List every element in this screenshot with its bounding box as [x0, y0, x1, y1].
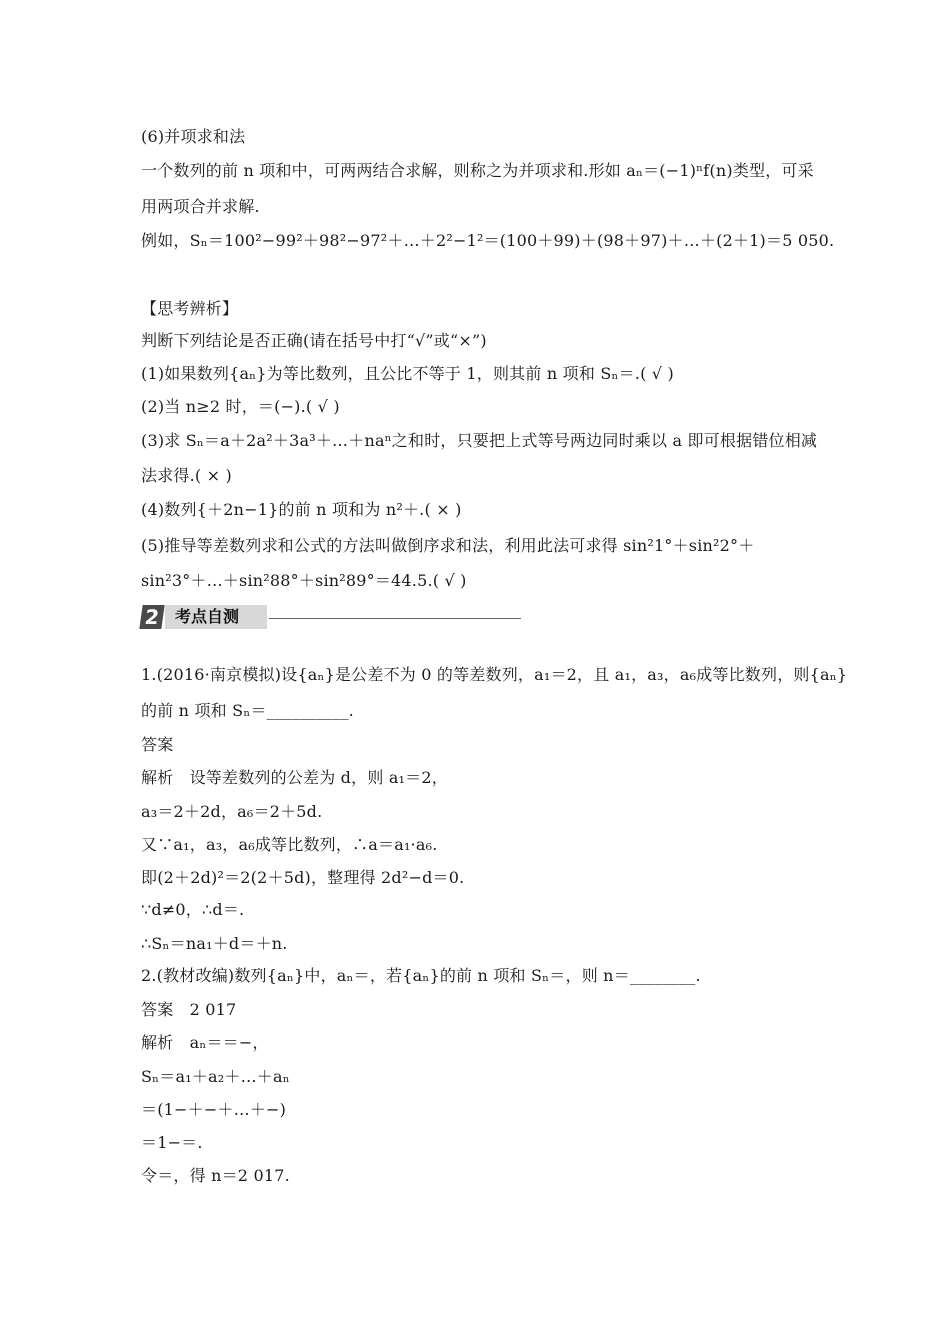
think-item-3-line2: 法求得.( × ) [141, 466, 232, 485]
q2-step-4: 令＝，得 n＝2 017. [141, 1166, 290, 1185]
q1-stem-line1: 1.(2016·南京模拟)设{aₙ}是公差不为 0 的等差数列，a₁＝2，且 a₁，a₃，a₆成等比数列，则{aₙ} [141, 665, 848, 684]
section-title: 考点自测 [175, 607, 240, 626]
q1-step-5: ∴Sₙ＝na₁＋d＝＋n. [141, 934, 288, 953]
think-intro: 判断下列结论是否正确(请在括号中打“√”或“×”) [141, 331, 487, 350]
q1-step-1: a₃＝2＋2d，a₆＝2＋5d. [141, 802, 323, 821]
q2-stem: 2.(教材改编)数列{aₙ}中，aₙ＝，若{aₙ}的前 n 项和 Sₙ＝，则 n＝________. [141, 966, 701, 985]
q1-step-3: 即(2＋2d)²＝2(2＋5d)，整理得 2d²−d＝0. [141, 868, 465, 887]
section6-paragraph-line1: 一个数列的前 n 项和中，可两两结合求解，则称之为并项求和.形如 aₙ＝(−1)ⁿf(n)类型，可采 [141, 161, 814, 180]
q2-step-1: Sₙ＝a₁＋a₂＋…＋aₙ [141, 1067, 290, 1086]
think-item-4: (4)数列{＋2n−1}的前 n 项和为 n²＋.( × ) [141, 500, 462, 519]
think-item-2: (2)当 n≥2 时，＝(−).( √ ) [141, 397, 340, 416]
q2-step-2: ＝(1−＋−＋…＋−) [141, 1100, 287, 1119]
section6-example: 例如，Sₙ＝100²−99²＋98²−97²＋…＋2²−1²＝(100＋99)＋(98＋97)＋…＋(2＋1)＝5 050. [141, 231, 835, 250]
q2-analysis: 解析 aₙ＝＝−， [141, 1033, 269, 1052]
q1-answer: 答案 [141, 735, 174, 754]
think-item-5-line2: sin²3°＋…＋sin²88°＋sin²89°＝44.5.( √ ) [141, 571, 467, 590]
section-number-badge: 2 [139, 605, 164, 629]
think-item-5-line1: (5)推导等差数列求和公式的方法叫做倒序求和法，利用此法可求得 sin²1°＋sin²2°＋ [141, 536, 755, 555]
think-item-1: (1)如果数列{aₙ}为等比数列，且公比不等于 1，则其前 n 项和 Sₙ＝.( √ ) [141, 364, 674, 383]
think-item-3-line1: (3)求 Sₙ＝a＋2a²＋3a³＋…＋naⁿ之和时，只要把上式等号两边同时乘以 a 即可根据错位相减 [141, 431, 818, 450]
q2-answer: 答案 2 017 [141, 1000, 237, 1019]
section6-title: (6)并项求和法 [141, 127, 246, 146]
section-title-box [165, 605, 267, 629]
q1-analysis: 解析 设等差数列的公差为 d，则 a₁＝2， [141, 768, 448, 787]
q1-step-2: 又∵a₁，a₃，a₆成等比数列，∴a＝a₁·a₆. [141, 835, 438, 854]
think-heading: 【思考辨析】 [141, 299, 239, 318]
q1-stem-line2: 的前 n 项和 Sₙ＝__________. [141, 701, 354, 720]
q1-step-4: ∵d≠0，∴d＝. [141, 900, 245, 919]
section6-paragraph-line2: 用两项合并求解. [141, 197, 260, 216]
section-header [141, 605, 521, 629]
section-divider [269, 618, 521, 619]
q2-step-3: ＝1−＝. [141, 1133, 203, 1152]
